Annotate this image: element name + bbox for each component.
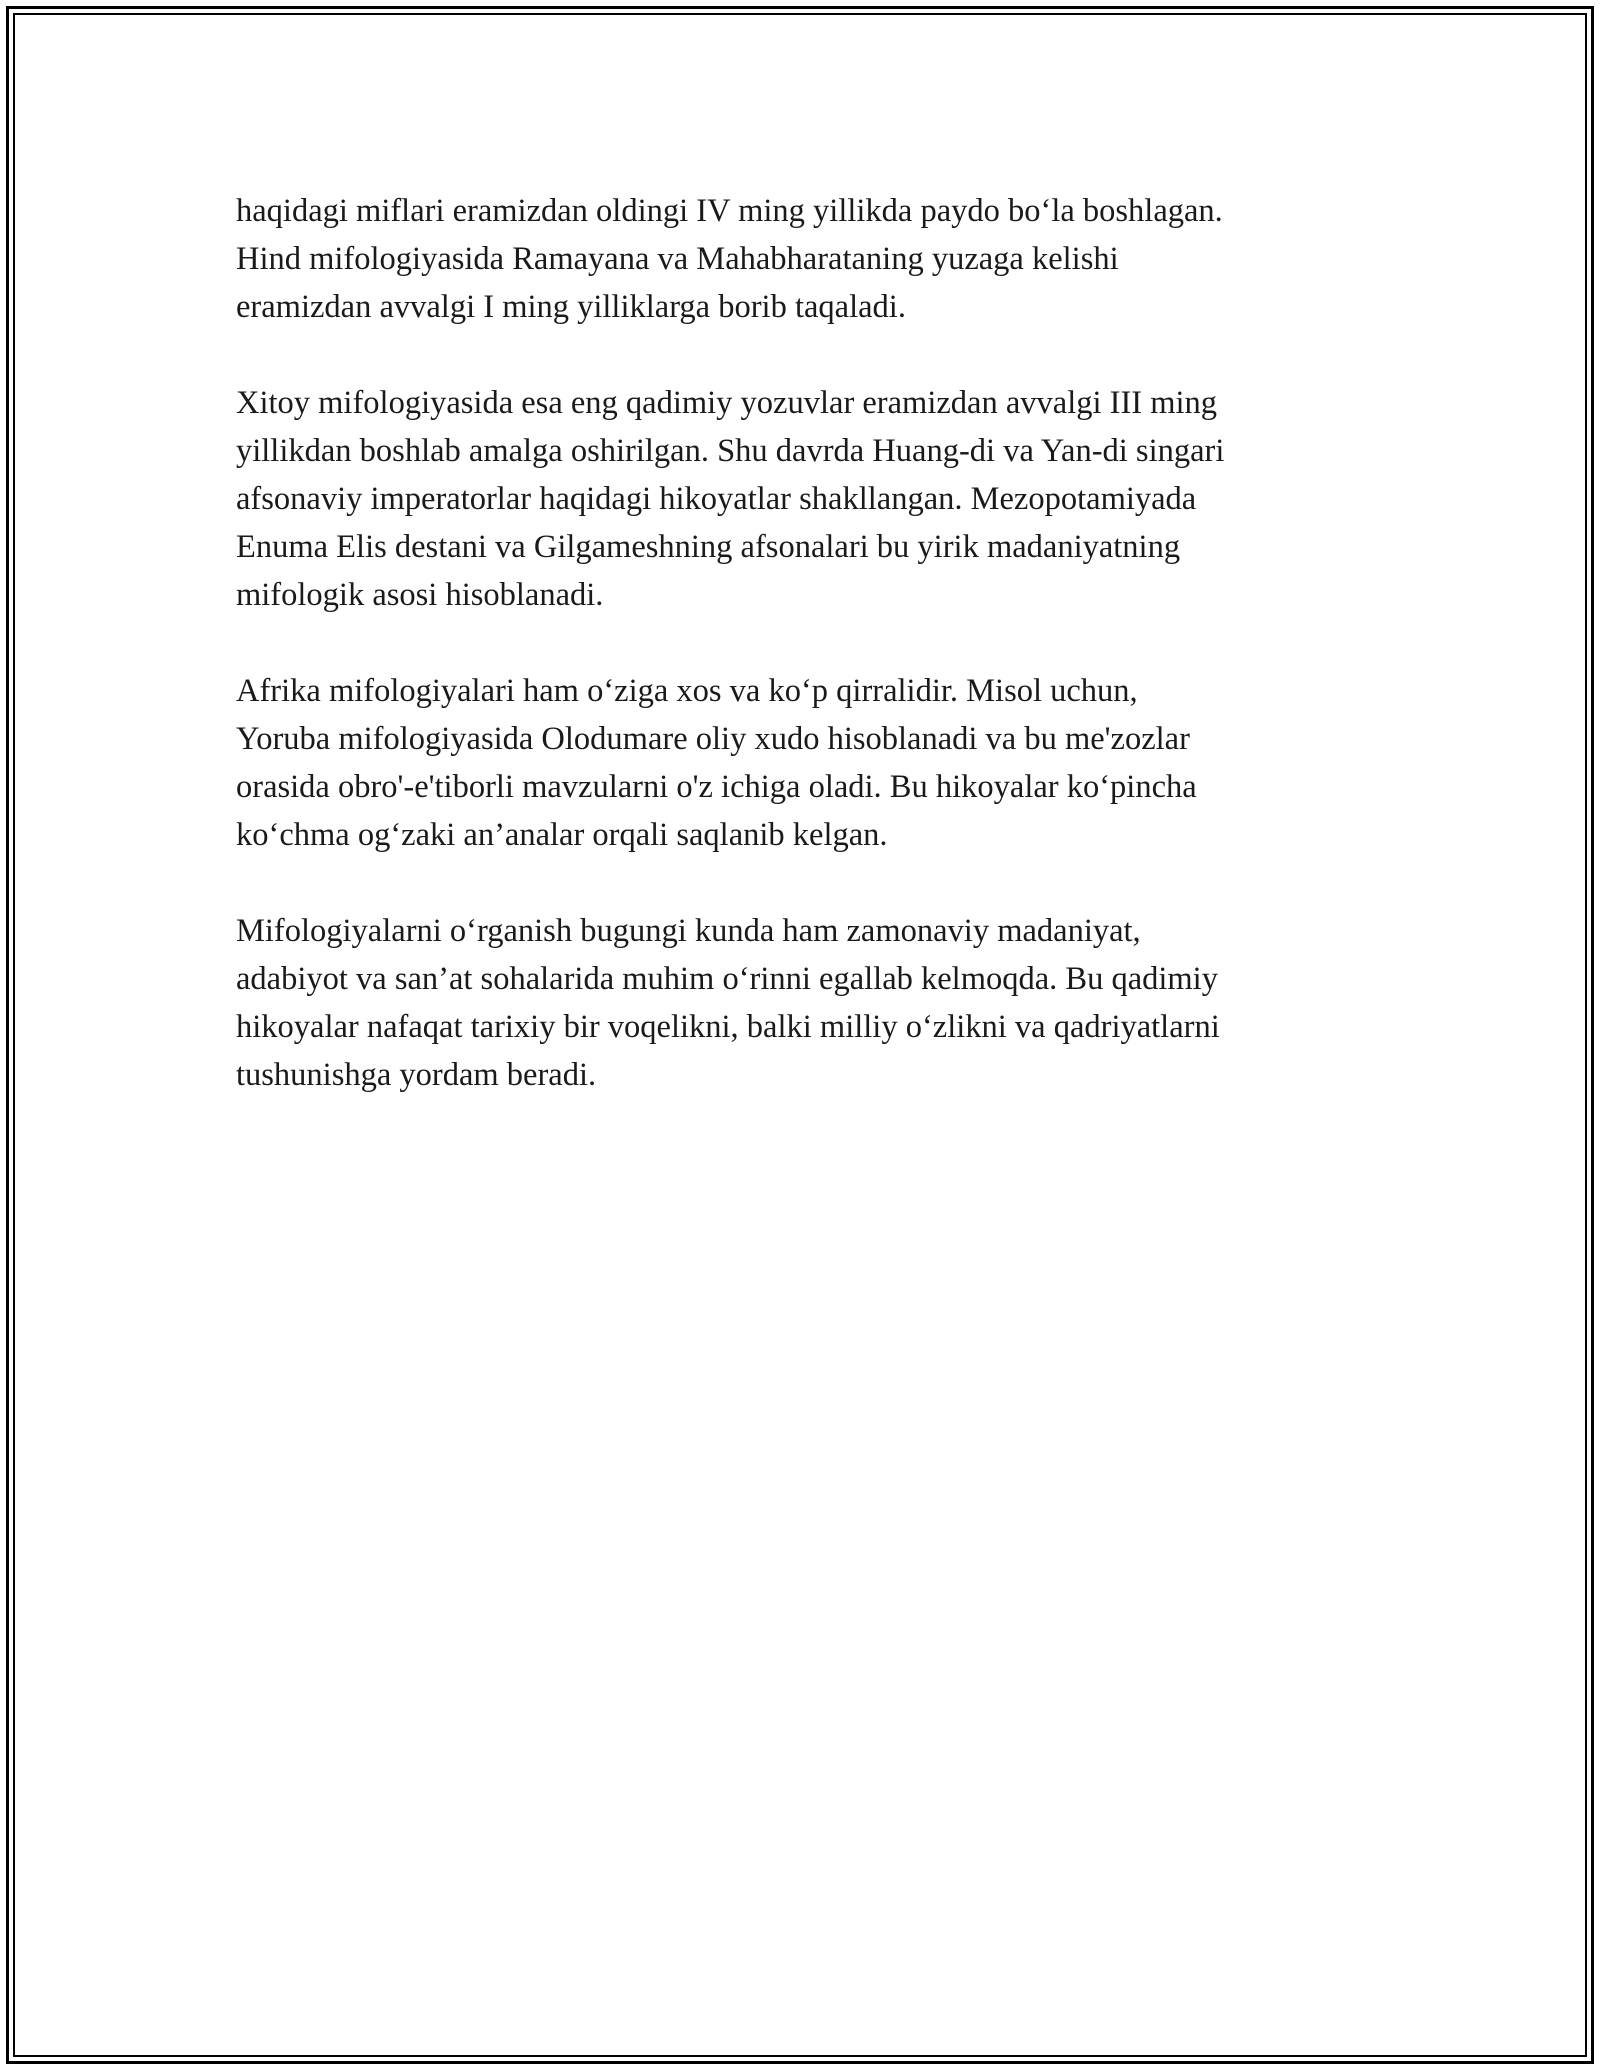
paragraph-2: Xitoy mifologiyasida esa eng qadimiy yozuvlar eramizdan avvalgi III ming yillikdan boshlab amalga oshirilgan. Shu davrda Huang-di va Yan-di singari afsonaviy imperatorlar haqidagi hikoyatlar shakllangan. Mezopotamiyada Enuma Elis destani va Gilgameshning afsonalari bu yirik madaniyatning mifologik asosi hisoblanadi.: [236, 385, 1225, 613]
paragraph-1: haqidagi miflari eramizdan oldingi IV ming yillikda paydo bo‘la boshlagan. Hind mifologiyasida Ramayana va Mahabharataning yuzaga kelishi eramizdan avvalgi I ming yilliklarga borib taqaladi.: [236, 193, 1223, 325]
paragraph-4: Mifologiyalarni o‘rganish bugungi kunda ham zamonaviy madaniyat, adabiyot va san’at sohalarida muhim o‘rinni egallab kelmoqda. Bu qadimiy hikoyalar nafaqat tarixiy bir voqelikni, balki milliy o‘zlikni va qadriyatlarni tushunishga yordam beradi.: [236, 913, 1220, 1093]
paragraph-3: Afrika mifologiyalari ham o‘ziga xos va ko‘p qirralidir. Misol uchun, Yoruba mifologiyasida Olodumare oliy xudo hisoblanadi va bu me'zozlar orasida obro'-e'tiborli mavzularni o'z ichiga oladi. Bu hikoyalar ko‘pincha ko‘chma og‘zaki an’analar orqali saqlanib kelgan.: [236, 673, 1197, 853]
document-body: [236, 187, 1406, 1147]
